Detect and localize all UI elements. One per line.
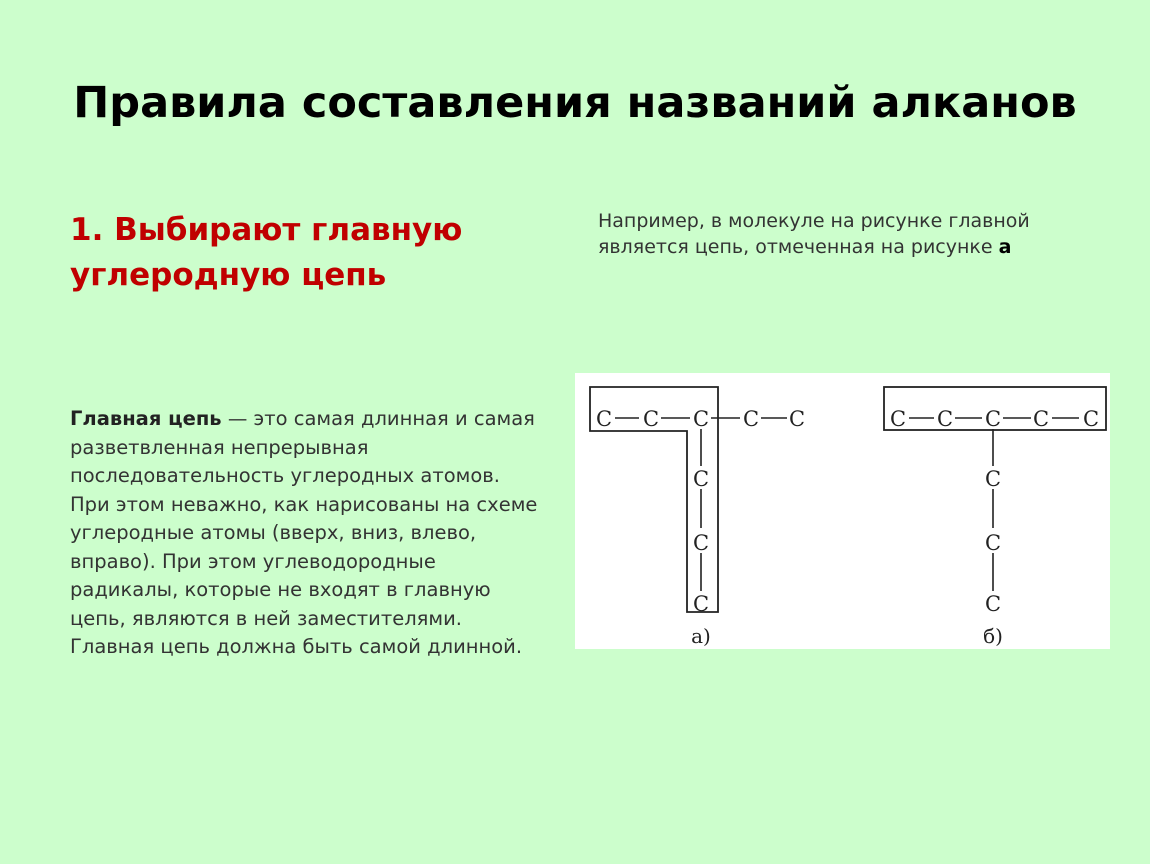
rule-heading: 1. Выбирают главную углеродную цепь <box>70 212 463 293</box>
label-a: а) <box>691 624 711 648</box>
atom-b-7: C <box>984 531 1002 555</box>
atom-b-1: C <box>889 407 907 431</box>
atom-a-4: C <box>742 407 760 431</box>
slide-title: Правила составления названий алканов <box>73 78 1077 128</box>
atom-a-5: C <box>788 407 806 431</box>
atom-b-8: C <box>984 592 1002 616</box>
example-highlight: а <box>998 236 1012 258</box>
definition-term: Главная цепь <box>70 407 222 430</box>
atom-a-1: C <box>595 407 613 431</box>
molecule-diagram <box>575 373 1110 649</box>
structure-b <box>884 387 1106 648</box>
atom-b-6: C <box>984 467 1002 491</box>
atom-a-3: C <box>692 407 710 431</box>
atom-b-3: C <box>984 407 1002 431</box>
atom-a-7: C <box>692 531 710 555</box>
atom-b-2: C <box>936 407 954 431</box>
label-b: б) <box>983 624 1003 648</box>
structure-a <box>590 387 805 648</box>
definition-text <box>70 405 540 662</box>
definition-body: — это самая длинная и самая разветвленная непрерывная последовательность углеродных атомов. При этом неважно, как нарисованы на схеме углеродные атомы (вверх, вниз, влево, вправо). При этом углеводородные радикалы, которые не входят в главную цепь, являются в ней заместителями. Главная цепь должна быть самой длинной. <box>70 407 538 658</box>
atom-b-4: C <box>1032 407 1050 431</box>
atom-a-2: C <box>642 407 660 431</box>
example-text <box>598 208 1098 260</box>
example-body: Например, в молекуле на рисунке главной является цепь, отмеченная на рисунке <box>598 210 1030 258</box>
atom-b-5: C <box>1082 407 1100 431</box>
atom-a-6: C <box>692 467 710 491</box>
molecule-figure <box>575 373 1110 649</box>
atom-a-8: C <box>692 592 710 616</box>
